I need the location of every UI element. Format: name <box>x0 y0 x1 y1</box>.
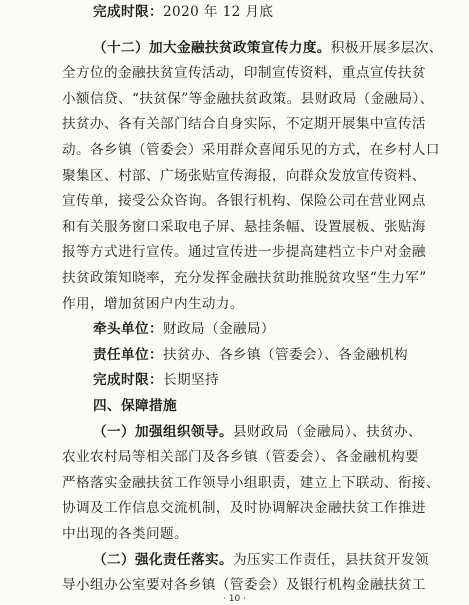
paragraph-line: 扶贫办、各有关部门结合自身实际，不定期开展集中宣传活 <box>62 116 426 133</box>
paragraph-line: 作用，增加贫困户内生动力。 <box>62 295 244 312</box>
paragraph-line: 扶贫政策知晓率，充分发挥金融扶贫助推脱贫攻坚“生力军” <box>62 270 427 286</box>
measure-1-first-line: （一）加强组织领导。县财政局（金融局）、扶贫办、 <box>93 423 423 440</box>
paragraph-line: 全方位的金融扶贫宣传活动，印制宣传资料，重点宣传扶贫 <box>62 65 426 82</box>
measure-2-heading: （二）强化责任落实。 <box>93 551 233 568</box>
paragraph-line: 宣传单，接受公众咨询。各银行机构、保险公司在营业网点 <box>62 193 426 210</box>
lead-unit: 牵头单位：财政局（金融局） <box>93 321 275 338</box>
completion-deadline-top: 完成时限：2020 年 12 月底 <box>93 4 274 20</box>
paragraph-line: 协调及工作信息交流机制，及时协调解决金融扶贫工作推进 <box>62 500 426 517</box>
page-number: · 10 · <box>223 594 246 604</box>
paragraph-line: 农业农村局等相关部门及各乡镇（管委会）、各金融机构要 <box>62 449 420 466</box>
section-12-heading: （十二）加大金融扶贫政策宣传力度。 <box>93 39 331 56</box>
paragraph-line: 中出现的各类问题。 <box>62 526 188 542</box>
completion-deadline-bottom: 完成时限：长期坚持 <box>93 372 219 389</box>
measure-2-first-line: （二）强化责任落实。为压实工作责任，县扶贫开发领 <box>93 551 429 568</box>
section-4-title: 四、保障措施 <box>93 398 177 414</box>
paragraph-line: 严格落实金融扶贫工作领导小组职责，建立上下联动、衔接、 <box>62 474 440 491</box>
responsible-units: 责任单位：扶贫办、各乡镇（管委会）、各金融机构 <box>93 346 409 363</box>
paragraph-line: 动。各乡镇（管委会）采用群众喜闻乐见的方式，在乡村人口 <box>62 142 440 158</box>
paragraph-line: 和有关服务窗口采取电子屏、悬挂条幅、设置展板、张贴海 <box>62 218 426 235</box>
paragraph-line: 报等方式进行宣传。通过宣传进一步提高建档立卡户对金融 <box>62 244 426 261</box>
paragraph-line: 聚集区、村部、广场张贴宣传海报，向群众发放宣传资料、 <box>62 167 426 184</box>
paragraph-line: 导小组办公室要对各乡镇（管委会）及银行机构金融扶贫工 <box>62 577 426 594</box>
paragraph-line: 小额信贷、“扶贫保”等金融扶贫政策。县财政局（金融局）、 <box>62 90 434 107</box>
measure-1-heading: （一）加强组织领导。 <box>93 423 233 440</box>
section-12-first-line: （十二）加大金融扶贫政策宣传力度。积极开展多层次、 <box>93 39 443 56</box>
